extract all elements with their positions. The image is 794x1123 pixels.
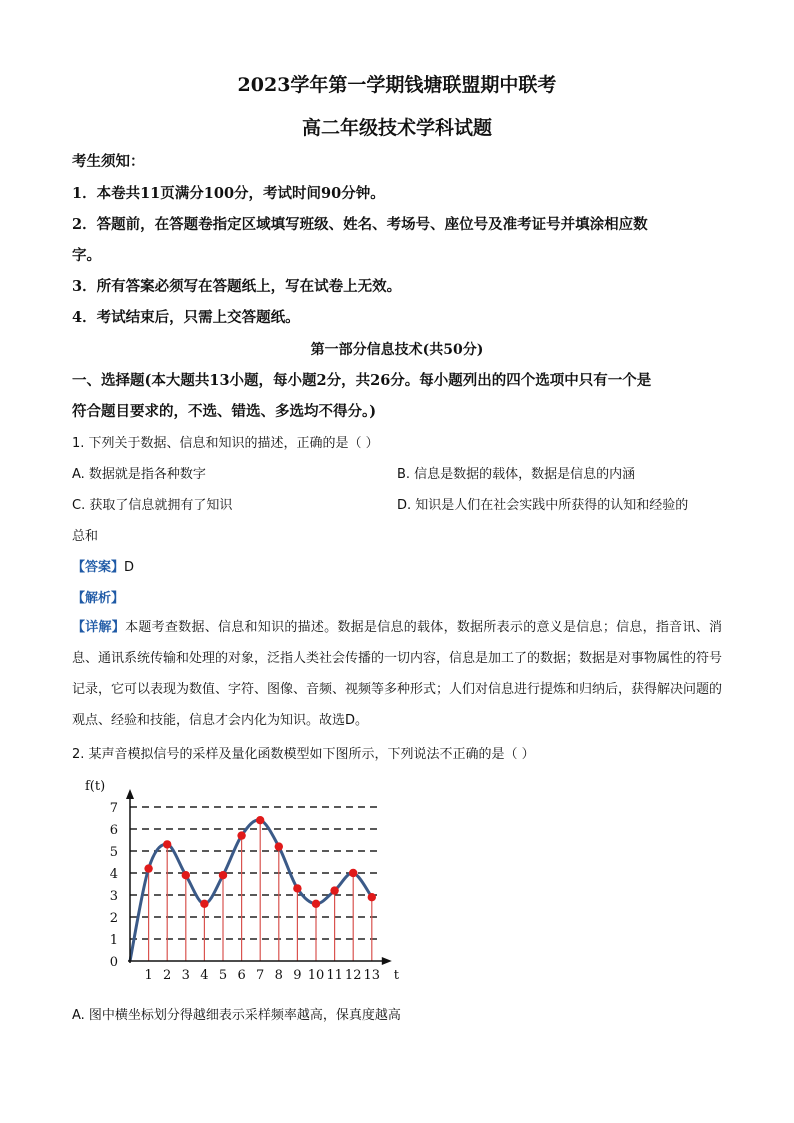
answer-label: 【答案】: [72, 560, 125, 575]
sample-point-10: [312, 900, 320, 908]
y-tick-label-1: 1: [109, 933, 118, 948]
sample-point-13: [368, 893, 376, 901]
sample-point-11: [330, 886, 338, 894]
sample-point-2: [163, 840, 171, 848]
x-tick-label-2: 2: [163, 968, 172, 983]
sample-point-6: [237, 831, 245, 839]
x-axis-arrow: [382, 957, 392, 965]
notice-item-1: 1．本卷共11页满分100分，考试时间90分钟。: [72, 185, 385, 202]
sample-point-7: [256, 816, 264, 824]
x-tick-label-8: 8: [274, 968, 283, 983]
analysis-line: [72, 587, 124, 606]
question-1-option-a: A. 数据就是指各种数字: [72, 467, 206, 482]
answer-value: D: [124, 560, 135, 575]
x-tick-label-4: 4: [200, 968, 209, 983]
sample-point-5: [219, 871, 227, 879]
analysis-label: 【解析】: [72, 591, 125, 606]
y-tick-label-3: 3: [109, 889, 118, 904]
y-tick-label-6: 6: [109, 823, 118, 838]
exam-subtitle: 高二年级技术学科试题: [301, 117, 492, 139]
question-1-option-b: B. 信息是数据的载体，数据是信息的内涵: [397, 467, 636, 482]
y-tick-label-2: 2: [109, 911, 118, 926]
section-heading: 第一部分信息技术(共50分): [310, 342, 484, 358]
notice-item-2-cont: 字。: [72, 247, 101, 264]
detail-paragraph: [72, 612, 722, 736]
y-tick-label-5: 5: [109, 845, 118, 860]
y-tick-label-7: 7: [109, 801, 118, 816]
x-tick-label-12: 12: [344, 968, 362, 983]
answer-line: [72, 556, 134, 575]
sample-point-9: [293, 884, 301, 892]
section-instruction-1: 一、选择题(本大题共13小题，每小题2分，共26分。每小题列出的四个选项中只有一个是: [72, 372, 652, 389]
sample-point-12: [349, 869, 357, 877]
y-tick-label-4: 4: [109, 867, 118, 882]
sample-point-4: [200, 900, 208, 908]
section-instruction-2: 符合题目要求的，不选、错选、多选均不得分。): [72, 403, 377, 420]
question-2-stem: 2. 某声音模拟信号的采样及量化函数模型如下图所示，下列说法不正确的是（ ）: [72, 747, 535, 762]
sample-point-8: [275, 842, 283, 850]
x-tick-label-1: 1: [144, 968, 153, 983]
question-1-option-c: C. 获取了信息就拥有了知识: [72, 498, 233, 513]
x-tick-label-5: 5: [218, 968, 228, 983]
sample-point-3: [182, 871, 190, 879]
notice-item-2: 2．答题前，在答题卷指定区域填写班级、姓名、考场号、座位号及准考证号并填涂相应数: [72, 216, 648, 233]
x-tick-label-6: 6: [237, 968, 246, 983]
detail-label: 【详解】: [72, 620, 126, 635]
x-tick-label-10: 10: [307, 968, 325, 983]
question-2-option-a: A. 图中横坐标划分得越细表示采样频率越高，保真度越高: [72, 1008, 401, 1023]
x-tick-label-7: 7: [256, 968, 265, 983]
sampling-chart: [80, 770, 410, 985]
y-tick-label-0: 0: [109, 955, 118, 970]
notice-item-3: 3．所有答案必须写在答题纸上，写在试卷上无效。: [72, 278, 402, 295]
y-axis-arrow: [126, 789, 134, 799]
x-tick-label-11: 11: [326, 968, 343, 983]
sample-point-1: [144, 864, 152, 872]
question-1-stem: 1. 下列关于数据、信息和知识的描述，正确的是（ ）: [72, 436, 379, 451]
detail-text: 本题考查数据、信息和知识的描述。数据是信息的载体，数据所表示的意义是信息；信息，指音讯、消息、通讯系统传输和处理的对象，泛指人类社会传播的一切内容，信息是加工了的数据；数据是对事物属性的符号记录，它可以表现为数值、字符、图像、音频、视频等多种形式；人们对信息进行提炼和归纳后，获得解决问题的观点、经验和技能，信息才会内化为知识。故选D。: [72, 620, 723, 728]
notice-item-4: 4．考试结束后，只需上交答题纸。: [72, 309, 300, 326]
exam-title: 2023学年第一学期钱塘联盟期中联考: [237, 74, 557, 96]
x-axis-label: t: [393, 968, 400, 983]
x-tick-label-9: 9: [293, 968, 302, 983]
question-1-option-d-cont: 总和: [72, 529, 99, 544]
y-axis-label: f(t): [85, 779, 106, 794]
question-1-option-d: D. 知识是人们在社会实践中所获得的认知和经验的: [397, 498, 689, 513]
x-tick-label-3: 3: [181, 968, 190, 983]
notice-heading: 考生须知：: [72, 153, 145, 170]
x-tick-label-13: 13: [363, 968, 381, 983]
